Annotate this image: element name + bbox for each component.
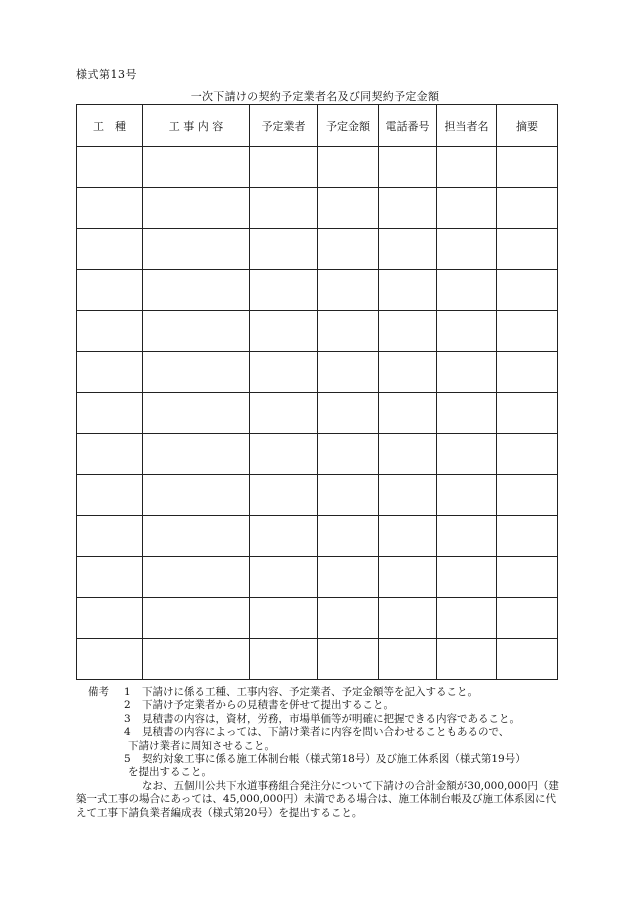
table-cell <box>497 229 558 270</box>
table-cell <box>437 475 497 516</box>
table-cell <box>77 598 143 639</box>
table-cell <box>437 188 497 229</box>
table-header-row <box>77 105 558 147</box>
table-cell <box>143 639 250 680</box>
note-text: 契約対象工事に係る施工体制台帳（様式第18号）及び施工体系図（様式第19号） <box>142 753 526 766</box>
note-number: 3 <box>124 712 131 725</box>
table-cell <box>318 598 379 639</box>
table-cell <box>318 270 379 311</box>
table-cell <box>250 598 318 639</box>
table-cell <box>497 516 558 557</box>
table-row <box>77 229 558 270</box>
note-item <box>76 686 560 699</box>
table-cell <box>497 393 558 434</box>
table-row <box>77 598 558 639</box>
table-cell <box>77 434 143 475</box>
note-text-continued: を提出すること。 <box>128 766 212 779</box>
table-row <box>77 393 558 434</box>
table-cell <box>437 311 497 352</box>
note-text: 見積書の内容は，資材，労務，市場単価等が明確に把握できる内容であること。 <box>142 712 520 725</box>
subcontractor-table <box>76 104 558 680</box>
table-row <box>77 434 558 475</box>
table-cell <box>77 639 143 680</box>
table-cell <box>143 393 250 434</box>
table-cell <box>379 516 437 557</box>
table-row <box>77 352 558 393</box>
table-cell <box>318 311 379 352</box>
table-cell <box>77 516 143 557</box>
table-cell <box>318 639 379 680</box>
table-cell <box>143 352 250 393</box>
table-row <box>77 147 558 188</box>
table-cell <box>250 475 318 516</box>
note-item <box>76 713 560 726</box>
note-item <box>76 699 560 712</box>
table-cell <box>497 270 558 311</box>
table-cell <box>143 557 250 598</box>
table-cell <box>437 557 497 598</box>
note-number: 5 <box>124 753 131 766</box>
note-text-continued: 下請け業者に周知させること。 <box>128 739 275 752</box>
table-cell <box>318 188 379 229</box>
note-text: 下請け予定業者からの見積書を併せて提出すること。 <box>142 699 394 712</box>
note-number: 1 <box>124 686 131 698</box>
table-cell <box>318 352 379 393</box>
notes-label: 備考 <box>88 686 109 698</box>
table-cell <box>379 352 437 393</box>
table-cell <box>379 598 437 639</box>
table-cell <box>379 393 437 434</box>
table-cell <box>250 434 318 475</box>
form-number: 様式第13号 <box>76 68 137 81</box>
header-work-type: 工 種 <box>77 105 143 147</box>
table-cell <box>497 639 558 680</box>
table-row <box>77 516 558 557</box>
table-cell <box>379 475 437 516</box>
note-item <box>76 753 560 780</box>
table-cell <box>77 311 143 352</box>
table-cell <box>318 147 379 188</box>
table-cell <box>250 639 318 680</box>
table-cell <box>437 229 497 270</box>
table-cell <box>250 270 318 311</box>
table-cell <box>143 229 250 270</box>
table-cell <box>497 598 558 639</box>
table-cell <box>437 598 497 639</box>
table-cell <box>379 188 437 229</box>
table-cell <box>250 393 318 434</box>
table-cell <box>77 557 143 598</box>
note-text: 下請けに係る工種、工事内容、予定業者、予定金額等を記入すること。 <box>142 686 478 698</box>
table-cell <box>497 147 558 188</box>
note-item <box>76 726 560 753</box>
table-cell <box>318 475 379 516</box>
note-number: 2 <box>124 699 131 712</box>
table-cell <box>497 311 558 352</box>
header-planned-amount: 予定金額 <box>318 105 379 147</box>
table-cell <box>437 393 497 434</box>
table-cell <box>250 147 318 188</box>
table-row <box>77 557 558 598</box>
table-row <box>77 639 558 680</box>
table-cell <box>250 229 318 270</box>
table-cell <box>77 270 143 311</box>
table-cell <box>143 598 250 639</box>
table-cell <box>497 557 558 598</box>
table-cell <box>143 516 250 557</box>
table-cell <box>437 639 497 680</box>
note-paragraph: なお、五個川公共下水道事務組合発注分について下請けの合計金額が30,000,000円（建築一式工事の場合にあっては、45,000,000円）未満である場合は、施工体制台帳及び施工体系図に代えて工事下請負業者編成表（様式第20号）を提出すること。 <box>76 779 559 819</box>
table-cell <box>77 229 143 270</box>
table-cell <box>143 475 250 516</box>
table-row <box>77 270 558 311</box>
header-work-content: 工 事 内 容 <box>143 105 250 147</box>
table-cell <box>437 270 497 311</box>
table-cell <box>318 229 379 270</box>
table-cell <box>318 557 379 598</box>
table-cell <box>437 147 497 188</box>
table-cell <box>379 639 437 680</box>
header-remarks: 摘要 <box>497 105 558 147</box>
note-text: 見積書の内容によっては、下請け業者に内容を問い合わせることもあるので、 <box>142 726 510 739</box>
header-person-in-charge: 担当者名 <box>437 105 497 147</box>
table-cell <box>379 434 437 475</box>
table-cell <box>77 393 143 434</box>
note-number: 4 <box>124 726 131 739</box>
table-body <box>77 147 558 680</box>
table-cell <box>250 557 318 598</box>
table-cell <box>437 352 497 393</box>
table-row <box>77 475 558 516</box>
notes-section <box>76 686 560 820</box>
table-cell <box>77 475 143 516</box>
table-cell <box>379 557 437 598</box>
table-cell <box>143 311 250 352</box>
table-cell <box>250 352 318 393</box>
table-cell <box>497 434 558 475</box>
table-cell <box>77 188 143 229</box>
table-cell <box>77 352 143 393</box>
table-cell <box>143 270 250 311</box>
table-cell <box>143 434 250 475</box>
table-cell <box>250 311 318 352</box>
table-row <box>77 311 558 352</box>
table-row <box>77 188 558 229</box>
table-cell <box>497 352 558 393</box>
table-cell <box>379 229 437 270</box>
header-planned-contractor: 予定業者 <box>250 105 318 147</box>
table-cell <box>143 147 250 188</box>
table-cell <box>77 147 143 188</box>
table-cell <box>143 188 250 229</box>
table-cell <box>318 434 379 475</box>
table-cell <box>437 516 497 557</box>
header-phone-number: 電話番号 <box>379 105 437 147</box>
table-cell <box>379 311 437 352</box>
table-cell <box>318 393 379 434</box>
table-cell <box>250 188 318 229</box>
table-cell <box>250 516 318 557</box>
table-cell <box>318 516 379 557</box>
table-cell <box>379 270 437 311</box>
table-cell <box>379 147 437 188</box>
document-title: 一次下請けの契約予定業者名及び同契約予定金額 <box>190 90 440 103</box>
table-cell <box>497 475 558 516</box>
table-cell <box>497 188 558 229</box>
table-cell <box>437 434 497 475</box>
